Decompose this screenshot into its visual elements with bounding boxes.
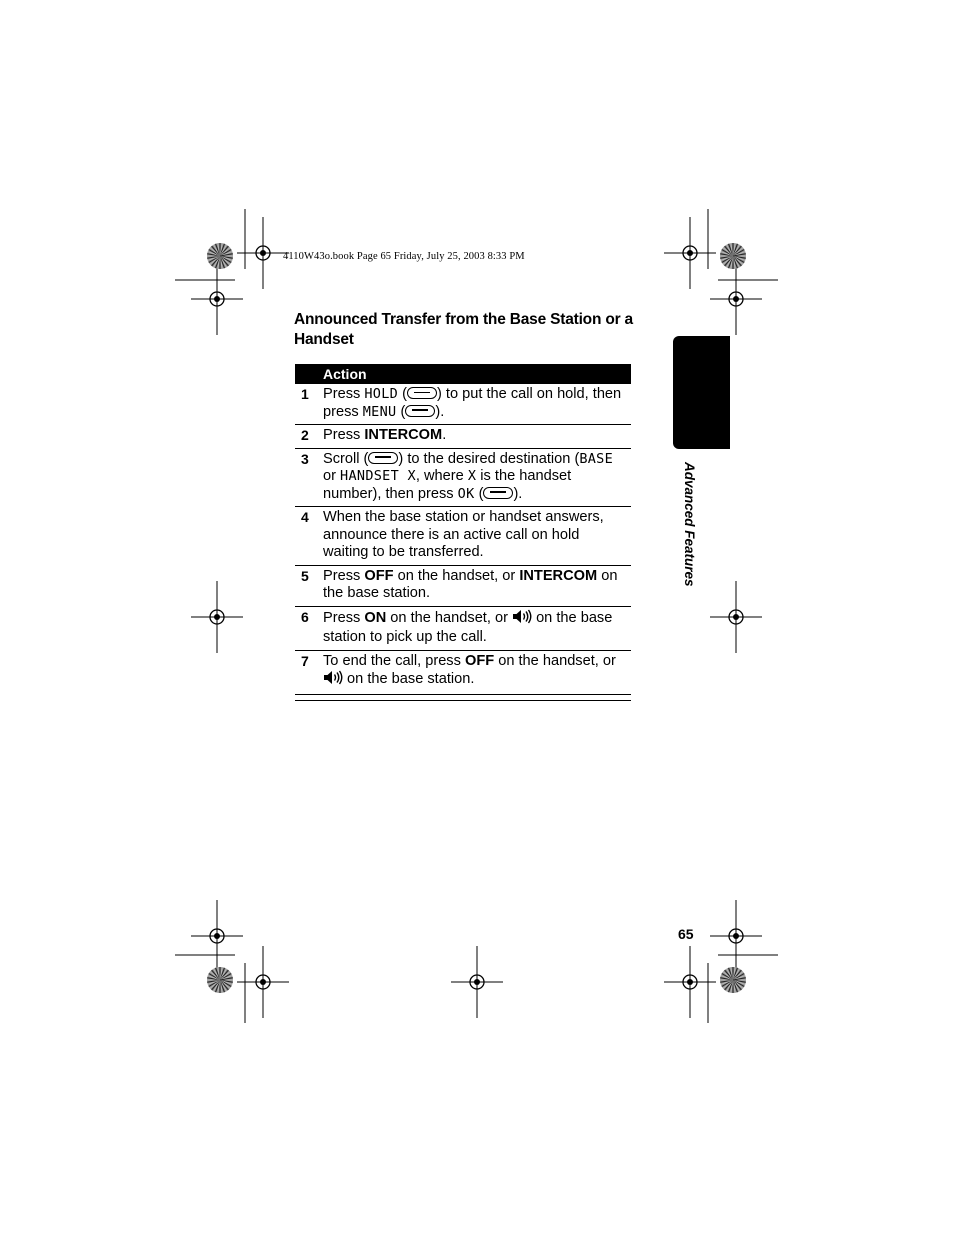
- text-run: ).: [513, 485, 523, 502]
- action-column-header: Action: [323, 366, 367, 382]
- table-row: [295, 384, 631, 425]
- softkey-icon: [368, 452, 398, 464]
- text-run: To end the call, press: [323, 652, 465, 669]
- step-text: [323, 451, 631, 504]
- text-run: Scroll (: [323, 450, 369, 467]
- table-row: [295, 566, 631, 607]
- registration-mark-dot: [733, 614, 739, 620]
- text-run: on the base station to pick up the call.: [323, 609, 613, 645]
- step-number: 3: [301, 450, 309, 467]
- text-run: ) to the desired destination (: [398, 450, 580, 467]
- step-text: [323, 386, 631, 421]
- text-run: on the handset, or: [393, 567, 520, 584]
- step-text: [323, 509, 631, 562]
- text-run: Press: [323, 386, 365, 402]
- text-run: or: [323, 468, 341, 484]
- key-name: OFF: [464, 652, 495, 669]
- table-end-rule: [295, 697, 631, 701]
- step-number: 6: [301, 608, 309, 625]
- step-number: 4: [301, 509, 309, 525]
- chapter-label: Advanced Features: [682, 462, 697, 587]
- text-run: (: [474, 485, 484, 502]
- step-text: [323, 609, 631, 647]
- text-run: Press: [323, 567, 365, 584]
- registration-mark-dot: [733, 296, 739, 302]
- table-row: [295, 449, 631, 508]
- key-name: ON: [364, 609, 387, 626]
- table-row: [295, 607, 631, 651]
- table-header: [295, 364, 631, 384]
- action-table: [295, 364, 631, 701]
- registration-mark-dot: [260, 979, 266, 985]
- step-text: [323, 427, 631, 445]
- display-text: OK: [457, 485, 475, 502]
- table-row: [295, 425, 631, 449]
- registration-mark-dot: [214, 296, 220, 302]
- text-run: Press: [323, 609, 365, 626]
- text-run: on the handset, or: [494, 652, 616, 669]
- registration-mark-dot: [474, 979, 480, 985]
- file-header: 4110W43o.book Page 65 Friday, July 25, 2003 8:33 PM: [283, 251, 525, 262]
- step-number: 2: [301, 427, 309, 443]
- display-text: BASE: [579, 450, 614, 467]
- text-run: on the base station.: [323, 567, 618, 601]
- registration-mark-dot: [214, 933, 220, 939]
- step-number: 7: [301, 652, 309, 669]
- step-text: [323, 653, 631, 691]
- table-row: [295, 507, 631, 566]
- speaker-icon: [512, 609, 532, 630]
- speaker-icon: [323, 670, 343, 691]
- softkey-icon: [483, 487, 513, 499]
- display-text: X: [467, 468, 477, 484]
- display-text: MENU: [362, 403, 397, 420]
- table-body: [295, 384, 631, 695]
- softkey-icon: [405, 405, 435, 417]
- section-heading: Announced Transfer from the Base Station or a Handset: [294, 311, 633, 348]
- text-run: .: [442, 427, 447, 443]
- text-run: is the handset number), then press: [323, 468, 572, 502]
- page-number: 65: [678, 926, 694, 942]
- text-run: , where: [415, 468, 468, 484]
- step-number: 1: [301, 386, 309, 402]
- registration-mark-dot: [733, 933, 739, 939]
- key-name: INTERCOM: [519, 567, 598, 584]
- key-name: OFF: [364, 567, 394, 584]
- softkey-icon: [407, 387, 437, 399]
- text-run: (: [396, 403, 406, 420]
- table-row: [295, 651, 631, 695]
- display-text: HOLD: [364, 386, 399, 402]
- text-run: (: [398, 386, 407, 402]
- registration-mark-dot: [687, 250, 693, 256]
- registration-mark-dot: [214, 614, 220, 620]
- display-text: HANDSET X: [340, 468, 416, 484]
- chapter-tab: [673, 336, 730, 449]
- text-run: ).: [435, 403, 445, 420]
- registration-mark-dot: [260, 250, 266, 256]
- text-run: ) to put the call on hold, then press: [323, 386, 622, 420]
- text-run: on the base station.: [343, 671, 475, 687]
- text-run: When the base station or handset answers, announce there is an active call on hold waiting to be transferred.: [323, 509, 604, 560]
- step-text: [323, 568, 631, 603]
- key-name: INTERCOM: [364, 427, 443, 443]
- text-run: Press: [323, 427, 365, 443]
- step-number: 5: [301, 567, 309, 584]
- registration-mark-dot: [687, 979, 693, 985]
- text-run: on the handset, or: [386, 609, 513, 626]
